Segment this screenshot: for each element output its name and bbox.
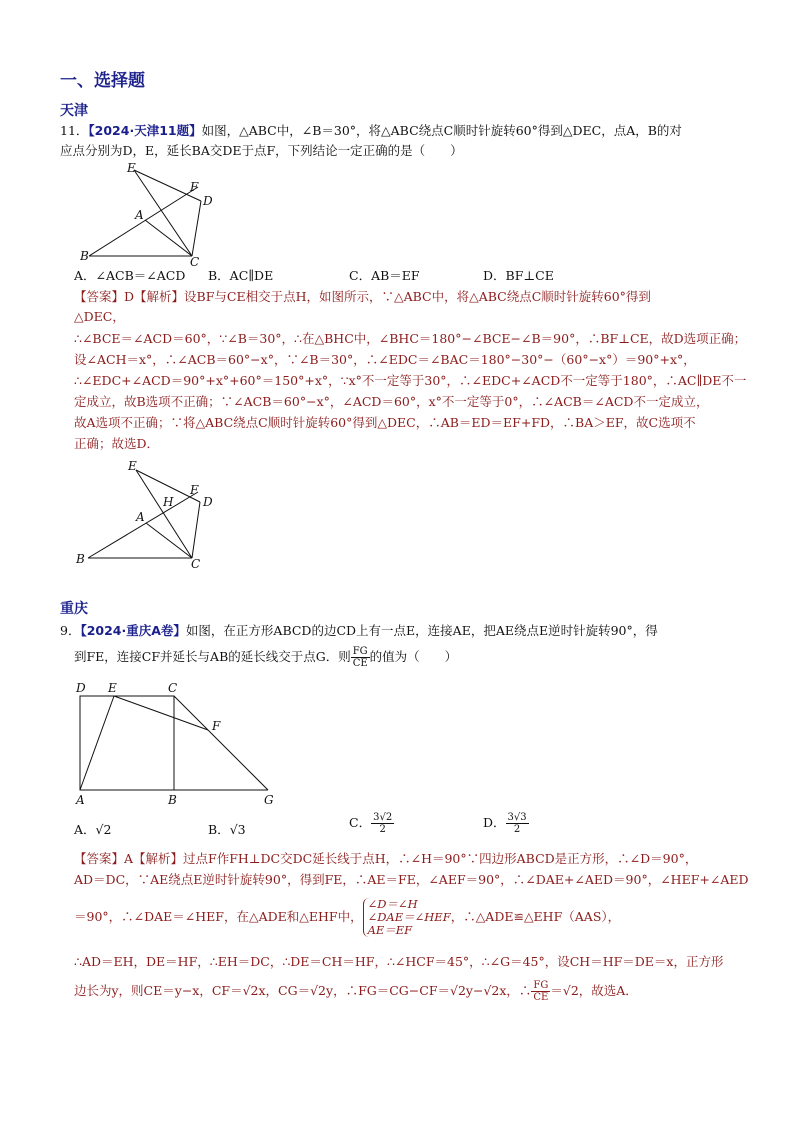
fig1-seg-dc: [192, 201, 201, 256]
q2-stem-line-2: [74, 646, 457, 669]
q1-solution-line-5: ∴∠EDC+∠ACD＝90°+x°+60°＝150°+x°，∵x°不一定等于30°，∴∠EDC+∠ACD不一定等于180°，∴AC∥DE不一: [74, 373, 747, 388]
fig2-label-h: H: [163, 495, 174, 509]
fig1-label-f: F: [190, 180, 199, 194]
q2-solution-line-4: ∴AD＝EH，DE＝HF，∴EH＝DC，∴DE＝CH＝HF，∴∠HCF＝45°，∴∠G＝45°，设CH＝HF＝DE＝x，正方形: [74, 954, 724, 969]
q1-source-tag: 【2024·天津11题】: [88, 123, 202, 138]
q2-equation-system: ∠D＝∠H ∠DAE＝∠HEF AE＝EF: [363, 898, 451, 937]
q1-figure-1: [80, 160, 220, 270]
q1-number: 11．: [60, 123, 89, 138]
q2-solution-line-2: AD＝DC，∵AE绕点E逆时针旋转90°，得到FE，∴AE＝FE，∠AEF＝90°，∴∠DAE+∠AED＝90°，∠HEF+∠AED: [74, 872, 749, 887]
q2-option-a: A．√2: [74, 822, 112, 837]
q1-solution-line-6: 定成立，故B选项不正确；∵∠ACB＝60°−x°，∠ACD＝60°，x°不一定等于0°，∴∠ACB＝∠ACD不一定成立，: [74, 394, 709, 409]
q2-stem-text-2b: 的值为（ ）: [369, 649, 458, 664]
fig2-seg-dc: [192, 502, 200, 558]
q1-option-a: A．∠ACB＝∠ACD: [74, 268, 186, 283]
q2-option-b: B．√3: [208, 822, 246, 837]
q1-stem-text-1: 如图，△ABC中，∠B＝30°，将△ABC绕点C顺时针旋转60°得到△DEC，点A，B的对: [201, 123, 682, 138]
q2-stem-text-1: 如图，在正方形ABCD的边CD上有一点E，连接AE，把AE绕点E逆时针旋转90°，得: [185, 623, 658, 638]
q2-stem-fraction: $\frac{FG}{CE}$: [352, 646, 368, 669]
q2-solution-text-3b: ，∴△ADE≌△EHF（AAS），: [450, 909, 621, 924]
fig1-label-c: C: [190, 255, 200, 269]
q1-solution-line-3: ∴∠BCE＝∠ACD＝60°，∵∠B＝30°，∴在△BHC中，∠BHC＝180°−∠BCE−∠B＝90°，∴BF⊥CE，故D选项正确；: [74, 331, 747, 346]
q2-solution-text-5b: ＝√2，故选A．: [550, 983, 638, 998]
q1-solution-line-2: △DEC，: [74, 309, 125, 324]
q2-figure: [70, 676, 285, 811]
q1-figure-2: [70, 455, 220, 570]
q2-solution-fraction: $\frac{FG}{CE}$: [533, 980, 549, 1003]
fig3-label-g: G: [264, 793, 274, 807]
fig2-label-e: E: [128, 459, 137, 473]
q2-source-tag: 【2024·重庆A卷】: [80, 623, 186, 638]
q1-stem-line-1: [60, 121, 682, 141]
fig2-label-f: F: [190, 483, 199, 497]
q2-solution-line-1: 【答案】A【解析】过点F作FH⊥DC交DC延长线于点H，∴∠H＝90°∵四边形ABCD是正方形，∴∠D＝90°，: [74, 851, 698, 866]
q1-stem-line-2: 应点分别为D，E，延长BA交DE于点F，下列结论一定正确的是（ ）: [60, 143, 463, 158]
fig2-label-a: A: [136, 510, 145, 524]
q1-option-c: C．AB＝EF: [349, 268, 420, 283]
fig3-square-abcd: [80, 696, 174, 790]
fig3-label-b: B: [168, 793, 177, 807]
q1-solution-line-8: 正确；故选D．: [74, 436, 160, 451]
q2-solution-line-3: [74, 898, 620, 937]
region-heading-chongqing: 重庆: [60, 601, 88, 617]
section-title: 一、选择题: [60, 71, 145, 91]
q2-number: 9．: [60, 623, 81, 638]
fig1-label-b: B: [80, 249, 89, 263]
fig2-label-c: C: [191, 557, 201, 570]
q2-solution-text-3a: ＝90°，∴∠DAE＝∠HEF，在△ADE和△EHF中，: [74, 909, 363, 924]
fig2-seg-ac: [146, 523, 192, 558]
q2-solution-text-5a: 边长为y，则CE＝y−x，CF＝√2x，CG＝√2y，∴FG＝CG−CF＝√2y−√2x，∴: [74, 983, 532, 998]
fig1-seg-ac: [145, 220, 192, 256]
fig1-label-a: A: [135, 208, 144, 222]
q1-option-b: B．AC∥DE: [208, 268, 274, 283]
q2-option-c: C． $\frac{3√2}{2}$: [349, 812, 393, 835]
fig3-seg-cg: [174, 696, 268, 790]
q1-solution-line-1: 【答案】D【解析】设BF与CE相交于点H，如图所示，∵△ABC中，将△ABC绕点C顺时针旋转60°得到: [74, 289, 651, 304]
fig1-label-e: E: [127, 161, 136, 175]
fig2-label-d: D: [203, 495, 213, 509]
fig3-label-d: D: [76, 681, 86, 695]
q2-option-d: D． $\frac{3√3}{2}$: [483, 812, 527, 835]
fig3-seg-ae: [80, 696, 114, 790]
fig3-label-a: A: [76, 793, 85, 807]
fig2-seg-bf: [88, 492, 198, 558]
fig3-label-f: F: [212, 719, 221, 733]
q1-solution-line-7: 故A选项不正确；∵将△ABC绕点C顺时针旋转60°得到△DEC，∴AB＝ED＝EF+FD，∴BA＞EF，故C选项不: [74, 415, 696, 430]
region-heading-tianjin: 天津: [60, 103, 88, 119]
q2-solution-line-5: [74, 980, 638, 1003]
fig2-label-b: B: [76, 552, 85, 566]
fig3-seg-ef: [114, 696, 208, 730]
q1-solution-line-4: 设∠ACH＝x°，∴∠ACB＝60°−x°，∵∠B＝30°，∴∠EDC＝∠BAC＝180°−30°−（60°−x°）＝90°+x°，: [74, 352, 696, 367]
q1-option-d: D．BF⊥CE: [483, 268, 554, 283]
fig3-label-c: C: [168, 681, 178, 695]
fig1-label-d: D: [203, 194, 213, 208]
q2-stem-text-2a: 到FE，连接CF并延长与AB的延长线交于点G．则: [74, 649, 351, 664]
q2-stem-line-1: [60, 621, 658, 641]
fig3-label-e: E: [108, 681, 117, 695]
